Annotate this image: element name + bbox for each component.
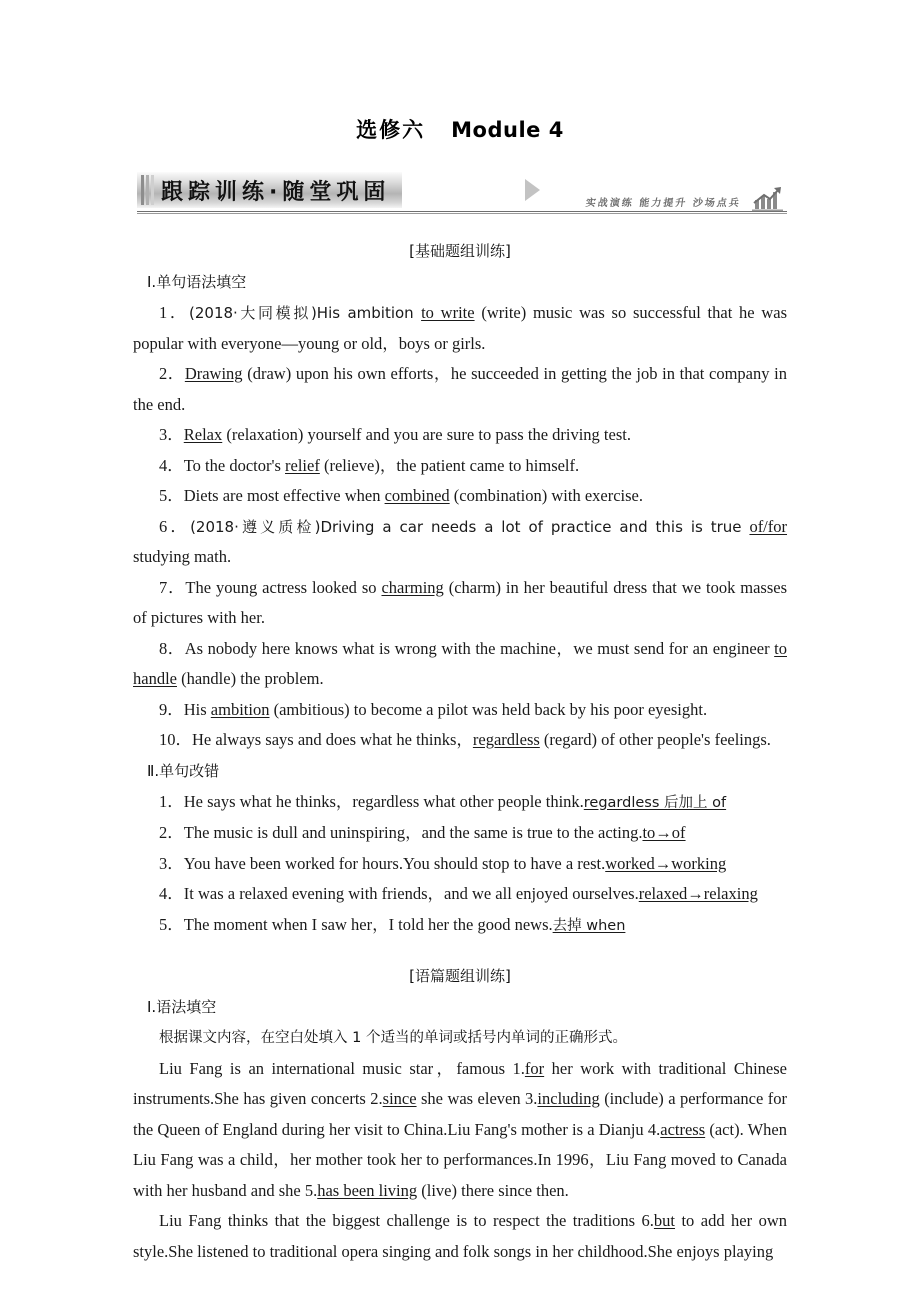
correction-answer: worked→working <box>605 853 727 873</box>
question-number: 1． <box>159 791 184 811</box>
correction-sentence: He says what he thinks，regardless what other people think. <box>183 791 584 811</box>
question-item <box>133 451 787 482</box>
question-number: 1． <box>159 303 190 322</box>
question-tail: (write) music was so successful that he was popular with everyone—young or old，boys or girls. <box>133 303 788 353</box>
answer-blank: but <box>653 1211 676 1230</box>
answer-blank: Relax <box>183 425 223 444</box>
question-tail: (regard) of other people's feelings. <box>539 730 771 749</box>
question-number: 4． <box>159 455 184 475</box>
correction-sentence: The moment when I saw her，I told her the good news. <box>183 914 553 934</box>
page-title <box>133 0 787 144</box>
answer-blank: actress <box>660 1119 706 1139</box>
question-tail: (relaxation) yourself and you are sure to pass the driving test. <box>222 425 631 444</box>
answer-blank: of/for <box>749 516 788 536</box>
banner-arrow-icon <box>525 179 540 201</box>
correction-answer: relaxed→relaxing <box>638 884 758 903</box>
correction-item <box>133 910 787 942</box>
banner-rule <box>137 211 787 214</box>
answer-blank: Drawing <box>184 364 243 383</box>
question-lead: (2018·大同模拟)His ambition <box>189 304 422 322</box>
question-tail: studying math. <box>133 547 232 566</box>
question-number: 10． <box>159 730 192 749</box>
question-item <box>133 634 787 695</box>
passage-segment: (live) there since then. <box>417 1180 569 1200</box>
question-number: 7． <box>159 577 186 597</box>
question-lead: The young actress looked so <box>185 577 382 597</box>
answer-blank: ambition <box>210 699 270 719</box>
banner-box <box>137 172 402 208</box>
question-number: 2． <box>159 364 185 383</box>
question-lead: To the doctor's <box>183 455 286 475</box>
correction-item <box>133 787 787 819</box>
banner-tagline: 实战演练 能力提升 沙场点兵 <box>584 198 742 209</box>
question-item <box>133 695 787 726</box>
question-number: 4． <box>159 884 184 903</box>
question-item <box>133 420 787 451</box>
subheading-passage-part-1: Ⅰ.语法填空 <box>147 998 217 1016</box>
answer-blank: to write <box>421 303 475 322</box>
answer-blank: including <box>537 1089 600 1108</box>
question-item <box>133 359 787 420</box>
question-number: 3． <box>159 425 184 444</box>
banner-title: 跟踪训练·随堂巩固 <box>161 179 391 205</box>
correction-sentence: It was a relaxed evening with friends，and we all enjoyed ourselves. <box>183 884 639 903</box>
correction-answer: to→of <box>642 823 686 842</box>
question-number: 6． <box>159 516 191 536</box>
question-item <box>133 725 787 756</box>
question-tail: (draw) upon his own efforts，he succeeded in getting the job in that company in the end. <box>133 364 787 414</box>
answer-blank: regardless <box>472 730 540 749</box>
question-item <box>133 512 787 573</box>
question-number: 2． <box>159 823 184 842</box>
section-heading-passage: [语篇题组训练] <box>409 967 511 985</box>
question-number: 5． <box>159 914 184 934</box>
answer-blank: combined <box>384 486 450 505</box>
subheading-part-2: Ⅱ.单句改错 <box>147 761 220 780</box>
question-number: 8． <box>159 638 185 658</box>
passage-segment: Liu Fang is an international music star，famous 1. <box>159 1058 525 1078</box>
passage-paragraph <box>133 1054 787 1207</box>
question-lead: (2018·遵义质检)Driving a car needs a lot of practice and this is true <box>190 517 750 536</box>
correction-item <box>133 879 787 910</box>
question-lead: His <box>183 699 211 719</box>
correction-answer: 去掉 when <box>552 917 626 934</box>
section-banner <box>133 172 787 216</box>
question-tail: (combination) with exercise. <box>449 486 644 505</box>
passage-segment: to add her own style.She listened to traditional opera singing and folk songs in her childhood.She enjoys playing <box>133 1211 787 1261</box>
answer-blank: since <box>382 1089 417 1108</box>
instruction-text: 根据课文内容，在空白处填入 1 个适当的单词或括号内单词的正确形式。 <box>159 1030 627 1046</box>
answer-blank: to handle <box>133 638 787 688</box>
correction-answer: regardless 后加上 of <box>583 794 727 811</box>
page-title-en: Module 4 <box>451 118 564 142</box>
question-lead: Diets are most effective when <box>183 486 385 505</box>
bar-chart-up-icon <box>751 186 785 212</box>
page-title-cn: 选修六 <box>356 118 426 142</box>
question-lead: He always says and does what he thinks， <box>192 730 473 749</box>
passage-segment: (include) a performance for the Queen of England during her visit to China.Liu Fang's mother is a Dianju 4. <box>133 1089 788 1139</box>
question-tail: (ambitious) to become a pilot was held back by his poor eyesight. <box>269 699 708 719</box>
answer-blank: has been living <box>317 1180 418 1200</box>
passage-segment: she was eleven 3. <box>416 1089 538 1108</box>
subheading-part-1: Ⅰ.单句语法填空 <box>147 273 247 291</box>
question-item <box>133 298 787 359</box>
question-number: 5． <box>159 486 184 505</box>
passage-segment: Liu Fang thinks that the biggest challenge is to respect the traditions 6. <box>159 1211 654 1230</box>
correction-item <box>133 849 787 880</box>
question-tail: (relieve)，the patient came to himself. <box>319 455 580 475</box>
answer-blank: relief <box>285 455 320 475</box>
correction-sentence: You have been worked for hours.You should stop to have a rest. <box>183 853 606 873</box>
banner-bars-decoration <box>137 172 161 208</box>
question-tail: (charm) in her beautiful dress that we took masses of pictures with her. <box>133 577 788 627</box>
question-lead: As nobody here knows what is wrong with the machine，we must send for an engineer <box>184 638 775 658</box>
question-number: 9． <box>159 699 184 719</box>
passage-segment: her work with traditional Chinese instruments.She has given concerts 2. <box>133 1058 787 1108</box>
question-tail: (handle) the problem. <box>176 669 324 688</box>
section-heading-basic: [基础题组训练] <box>409 242 511 260</box>
question-number: 3． <box>159 853 184 873</box>
passage-segment: (act). When Liu Fang was a child，her mother took her to performances.In 1996，Liu Fang moved to Canada with her husband and she 5. <box>133 1119 787 1200</box>
answer-blank: for <box>524 1058 545 1078</box>
answer-blank: charming <box>381 577 444 597</box>
correction-sentence: The music is dull and uninspiring，and the same is true to the acting. <box>183 823 643 842</box>
passage-paragraph <box>133 1206 787 1267</box>
question-item <box>133 573 787 634</box>
correction-item <box>133 818 787 849</box>
question-item <box>133 481 787 512</box>
